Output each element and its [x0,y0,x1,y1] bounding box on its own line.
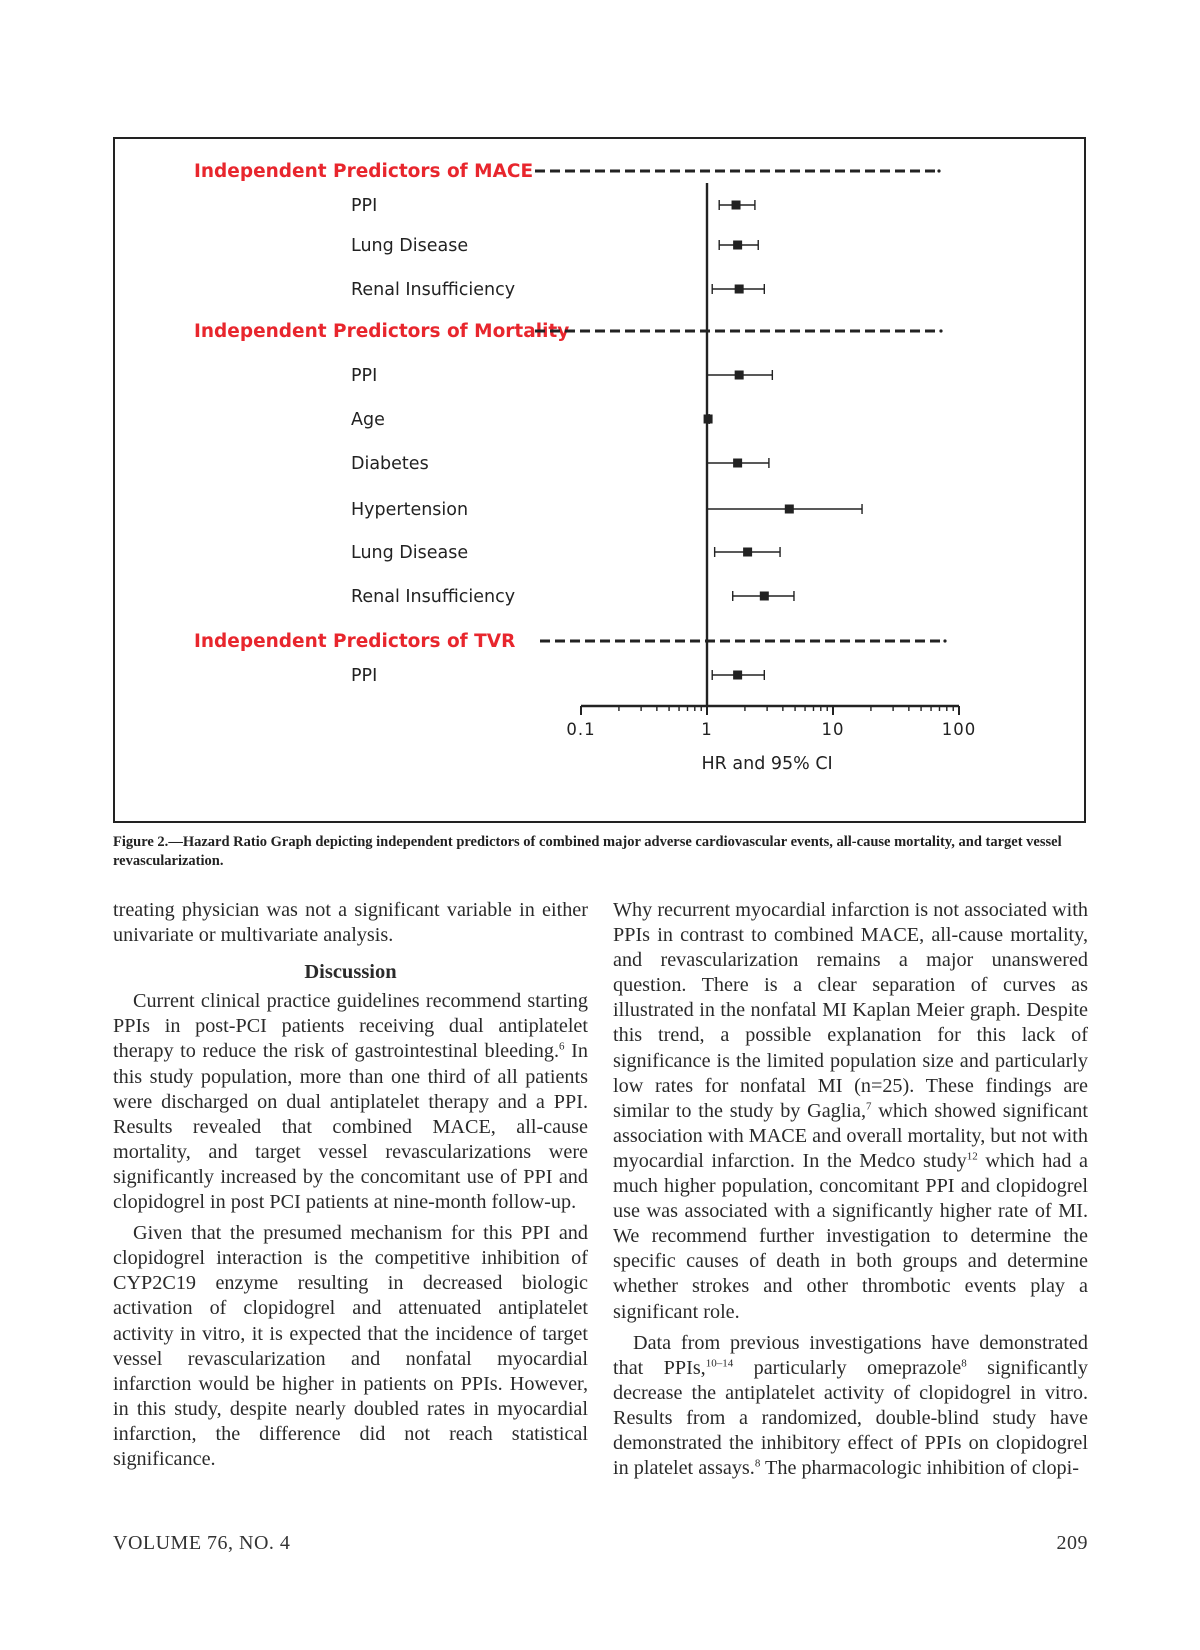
left-paragraph-2 [113,989,588,1215]
right-paragraph-1-text-c: which had a much higher population, concomitant PPI and clopidogrel use was associated with a significantly higher rate of MI. We recommend further investigation to determine the specific causes of death in both groups and determine whether strokes and other thrombotic events play a significant role. [613,1149,1088,1323]
row-label: Renal Insufficiency [351,587,516,607]
row-label: PPI [351,366,378,386]
x-axis-title: HR and 95% CI [701,754,833,774]
right-text-column [613,898,1088,1487]
figure-caption [113,833,1093,871]
hazard-ratio-point [733,671,742,680]
group-divider-dot [943,639,946,642]
row-label: PPI [351,196,378,216]
hazard-ratio-point [735,371,744,380]
hazard-ratio-point [733,241,742,250]
right-paragraph-2-text-a: Data from previous investigations have demonstrated that PPIs, [613,1331,1088,1379]
row-label: Age [351,410,385,430]
section-heading-discussion: Discussion [304,961,397,984]
right-paragraph-1-text-b: which showed significant association with MACE and overall mortality, but not with myocardial infarction. In the Medco study [613,1099,1088,1172]
x-tick-label: 0.1 [566,720,596,739]
citation-ref: 8 [961,1356,967,1369]
hazard-ratio-point [743,548,752,557]
row-label: Lung Disease [351,236,469,256]
x-tick-label: 10 [821,720,845,739]
right-paragraph-2-text-d: The pharmacologic inhibition of clopi- [760,1457,1079,1480]
group-divider-dot [939,329,942,332]
left-paragraph-3: Given that the presumed mechanism for this PPI and clopidogrel interaction is the competitive inhibition of CYP2C19 enzyme resulting in decreased biologic activation of clopidogrel and attenuated antiplatelet activity in vitro, it is expected that the incidence of target vessel revascularization and nonfatal myocardial infarction would be higher in patients on PPIs. However, in this study, despite nearly doubled rates in myocardial infarction, the difference did not reach statistical significance. [113,1222,588,1470]
citation-ref: 10–14 [705,1356,734,1369]
right-paragraph-1 [613,898,1088,1325]
left-paragraph-2-text-b: In this study population, more than one third of all patients were discharged on dual antiplatelet therapy and a PPI. Results revealed that combined MACE, all-cause mortality, and target vessel revascularizations were significantly increased by the concomitant use of PPI and clopidogrel in post PCI patients at nine-month follow-up. [113,1040,588,1214]
group-title: Independent Predictors of Mortality [194,321,570,342]
citation-ref: 7 [866,1100,872,1113]
hazard-ratio-point [732,201,741,210]
right-paragraph-2-text-b: particularly omeprazole [733,1356,962,1379]
left-paragraph-1: treating physician was not a significant variable in either univariate or multivariate analysis. [113,899,588,947]
figure-caption-label: Figure 2. [113,834,169,850]
figure-caption-text: —Hazard Ratio Graph depicting independent predictors of combined major adverse cardiovascular events, all-cause mortality, and target vessel revascularization. [113,834,1062,869]
hazard-ratio-point [733,459,742,468]
x-tick-label: 100 [941,720,977,739]
right-paragraph-2-text-c: significantly decrease the antiplatelet activity of clopidogrel in vitro. Results from a randomized, double-blind study have demonstrated the inhibitory effect of PPIs on clopidogrel in platelet assays. [613,1356,1088,1480]
right-paragraph-2 [613,1331,1088,1482]
citation-ref: 8 [754,1457,761,1470]
footer-page-number: 209 [1056,1532,1088,1554]
left-paragraph-2-text-a: Current clinical practice guidelines recommend starting PPIs in post-PCI patients receiving dual antiplatelet therapy to reduce the risk of gastrointestinal bleeding. [113,990,588,1063]
hazard-ratio-point [760,592,769,601]
hazard-ratio-point [785,505,794,514]
row-label: Diabetes [351,454,429,474]
row-label: PPI [351,666,378,686]
citation-ref: 12 [966,1150,978,1163]
row-label: Hypertension [351,500,469,520]
group-divider-dot [937,169,940,172]
right-paragraph-1-text-a: Why recurrent myocardial infarction is not associated with PPIs in contrast to combined MACE, all-cause mortality, and revascularization remains a major unanswered question. There is a clear separation of curves as illustrated in the nonfatal MI Kaplan Meier graph. Despite this trend, a possible explanation for this lack of significance is the limited population size and particularly low rates for nonfatal MI (n=25). These findings are similar to the study by Gaglia, [613,899,1088,1122]
row-label: Renal Insufficiency [351,280,516,300]
x-tick-label: 1 [701,720,713,739]
group-title: Independent Predictors of MACE [194,161,534,182]
figure-frame [113,137,1086,823]
group-title: Independent Predictors of TVR [194,631,516,652]
left-text-column [113,898,588,1478]
citation-ref: 6 [559,1040,565,1053]
footer-volume: VOLUME 76, NO. 4 [113,1532,291,1554]
hazard-ratio-point [735,285,744,294]
forest-plot [115,139,1084,821]
row-label: Lung Disease [351,543,469,563]
